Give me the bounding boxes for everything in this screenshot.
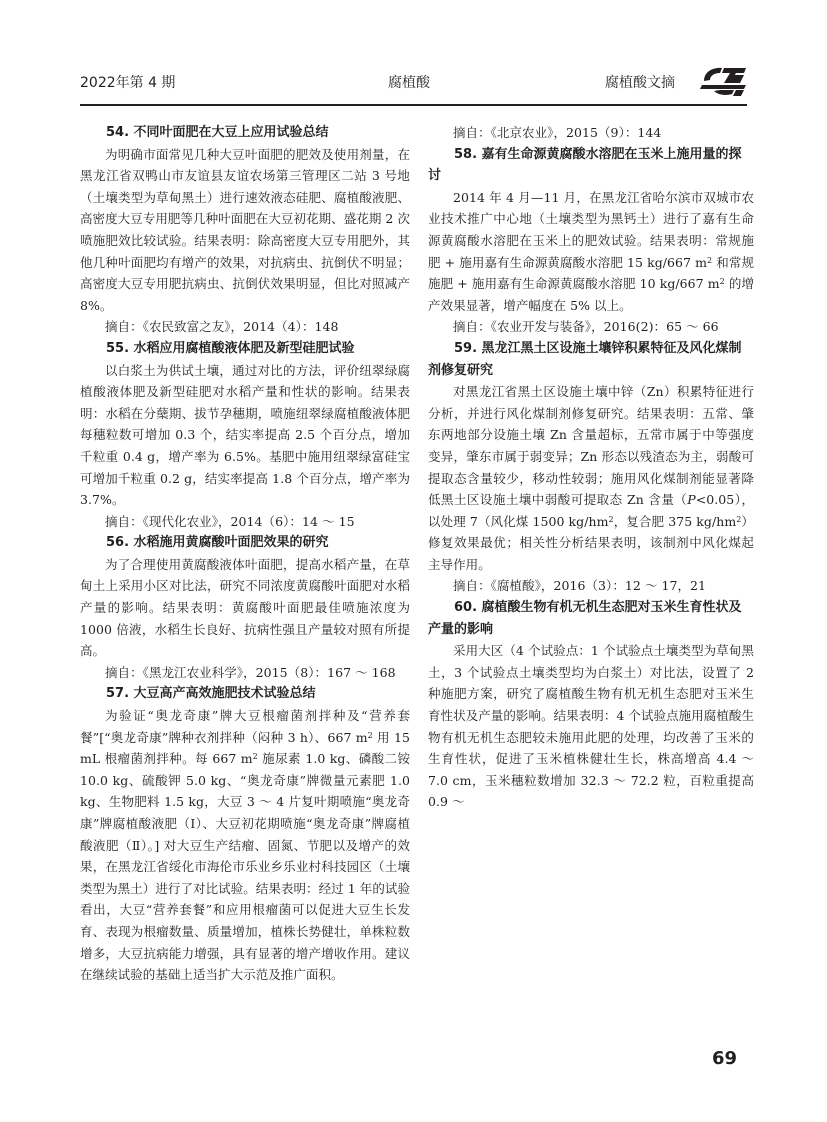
article-citation-55: 摘自：《现代化农业》，2014（6）：14 ～ 15 <box>105 513 355 529</box>
article-body-57-continued: 施尿素 1.0 kg、磷酸二铵 10.0 kg、硫酸钾 5.0 kg、“奥龙奇康”牌微量元素肥 1.0 kg、生物肥料 1.5 kg，大豆 3 ～ 4 片复叶期喷施“奥龙奇康”牌腐植酸液肥（Ⅰ）、大豆初花期喷施“奥龙奇康”牌腐植酸液肥（Ⅱ）。] 对大豆生产结瘤、固氮、节肥以及增产的效果，在黑龙江省绥化市海伦市乐业乡乐业村科技园区（土壤类型为黑土）进行了对比试验。结果表明：经过 1 年的试验看出，大豆“营养套餐”和应用根瘤菌可以促进大豆生长发育、表现为根瘤数量、质量增加，植株长势健壮，单株粒数增多，大豆抗病能力增强，具有显著的增产增收作用。建议在继续试验的基础上适当扩大示范及推广面积。 <box>80 751 410 983</box>
article-body-60: 采用大区（4 个试验点：1 个试验点土壤类型为草甸黑土，3 个试验点土壤类型均为白浆土）对比法，设置了 2 种施肥方案，研究了腐植酸生物有机无机生态肥对玉米生育性状及产量的影响。结果表明：4 个试验点施用腐植酸生物有机无机生态肥较未施用此肥的处理，均改善了玉米的生育性状，促进了玉米植株健壮生长，株高增高 4.4 ～ 7.0 cm，玉米穗粒数增加 32.3 ～ 72.2 粒，百粒重提高 0.9 ～ <box>428 643 754 810</box>
article-body-55: 以白浆土为供试土壤，通过对比的方法，评价纽翠绿腐植酸液体肥及新型硅肥对水稻产量和性状的影响。结果表明：水稻在分蘖期、拔节孕穗期，喷施纽翠绿腐植酸液体肥每穗粒数可增加 0.3 个，结实率提高 2.5 个百分点，增加千粒重 0.4 g，增产率为 6.5%。基肥中施用纽翠绿富硅宝可增加千粒重 0.2 g，结实率提高 1.8 个百分点，增产率为 3.7%。 <box>80 362 410 508</box>
section-name: 腐植酸文摘 <box>605 75 675 91</box>
article-title-58: 58. 嘉有生命源黄腐酸水溶肥在玉米上施用量的探讨 <box>428 146 742 184</box>
article-body-56: 为了合理使用黄腐酸液体叶面肥，提高水稻产量，在草甸土上采用小区对比法，研究不同浓度黄腐酸叶面肥对水稻产量的影响。结果表明：黄腐酸叶面肥最佳喷施浓度为 1000 倍液，水稻生长良好、抗病性强且产量较对照有所提高。 <box>80 556 410 659</box>
page-number: 69 <box>712 1048 738 1069</box>
article-body-58: 2014 年 4 月—11 月，在黑龙江省哈尔滨市双城市农业技术推广中心地（土壤类型为黑钙土）进行了嘉有生命源黄腐酸水溶肥在玉米上的肥效试验。结果表明：常规施肥 + 施用嘉有生命源黄腐酸水溶肥 15 kg/667 $m^2$ 和常规施肥 + 施用嘉有生命源黄腐酸水溶肥 10 kg/667 $m^2$ 的增产效果显著，增产幅度在 5% 以上。 <box>428 189 755 313</box>
article-citation-57: 摘自：《北京农业》，2015（9）：144 <box>453 125 662 140</box>
right-column <box>428 122 754 813</box>
article-title-57: 57. 大豆高产高效施肥技术试验总结 <box>106 686 316 702</box>
header-rule <box>80 104 747 106</box>
journal-logo-icon <box>700 65 748 97</box>
article-citation-56: 摘自：《黑龙江农业科学》，2015（8）：167 ～ 168 <box>105 664 396 680</box>
article-title-59: 59. 黑龙江黑土区设施土壤锌积累特征及风化煤制剂修复研究 <box>428 340 742 378</box>
article-body-59: 对黑龙江省黑土区设施土壤中锌（Zn）积累特征进行分析，并进行风化煤制剂修复研究。结果表明：五常、肇东两地部分设施土壤 Zn 含量超标，五常市属于中等强度变异，肇东市属于弱变异；Zn 形态以残渣态为主，弱酸可提取态含量较少，移动性较弱；施用风化煤制剂能显著降低黑土区设施土壤中弱酸可提取态 Zn 含量（P<0.05），以处理 7（风化煤 1500 $kg/hm^2$，复合肥 375 $kg/hm^2$）修复效果最优；相关性分析结果表明，该制剂中风化煤起主导作用。 <box>428 384 754 572</box>
issue-label: 2022年第 4 期 <box>80 75 176 91</box>
article-citation-54: 摘自：《农民致富之友》，2014（4）：148 <box>105 319 339 335</box>
left-column <box>80 122 410 986</box>
article-body-54: 为明确市面常见几种大豆叶面肥的肥效及使用剂量，在黑龙江省双鸭山市友谊县友谊农场第三管理区二站 3 号地（土壤类型为草甸黑土）进行速效液态硅肥、腐植酸液肥、高密度大豆专用肥等几种叶面肥在大豆初花期、盛花期 2 次喷施肥效比较试验。结果表明：除高密度大豆专用肥外，其他几种叶面肥均有增产的效果，对抗病虫、抗倒伏不明显；高密度大豆专用肥抗病虫、抗倒伏效果明显，但比对照减产 8%。 <box>80 146 410 313</box>
article-citation-58: 摘自：《农业开发与装备》，2016(2)：65 ～ 66 <box>453 319 719 335</box>
journal-name: 腐植酸 <box>388 75 430 91</box>
running-header <box>80 63 747 99</box>
article-title-55: 55. 水稻应用腐植酸液体肥及新型硅肥试验 <box>106 340 355 356</box>
article-body-57-start: 为验证“奥龙奇康”牌大豆根瘤菌剂拌种及“营养套餐”[“奥龙奇康”牌种衣剂拌种（闷种 3 h）、667 $m^2$ 用 15 mL 根瘤菌剂拌种。每 667 $m^2$ 施尿素 1.0 kg、磷酸二铵 10.0 kg、硫酸钾 5.0 kg、“奥龙奇康”牌微量元素肥 1.0 kg、生物肥料 1.5 kg，大豆 3 ～ 4 片复叶期喷施“奥龙奇康”牌腐植酸液肥（Ⅰ）、大豆初花期喷施“奥龙奇康”牌腐植酸液肥（Ⅱ）。] 对大豆生产结瘤、固氮、节肥以及增产的效果，在黑龙江省绥化市海伦市乐业乡乐业村科技园区（土壤类型为黑土）进行了对比试验。结果表明：经过 1 年的试验看出，大豆“营养套餐”和应用根瘤菌可以促进大豆生长发育、表现为根瘤数量、质量增加，植株长势健壮，单株粒数增多，大豆抗病能力增强，具有显著的增产增收作用。建议在继续试验的基础上适当扩大示范及推广面积。 <box>80 708 410 983</box>
article-title-60: 60. 腐植酸生物有机无机生态肥对玉米生育性状及产量的影响 <box>428 600 742 637</box>
article-citation-59: 摘自：《腐植酸》，2016（3）：12 ～ 17，21 <box>453 578 707 594</box>
article-title-56: 56. 水稻施用黄腐酸叶面肥效果的研究 <box>106 535 329 551</box>
article-title-54: 54. 不同叶面肥在大豆上应用试验总结 <box>106 125 329 140</box>
